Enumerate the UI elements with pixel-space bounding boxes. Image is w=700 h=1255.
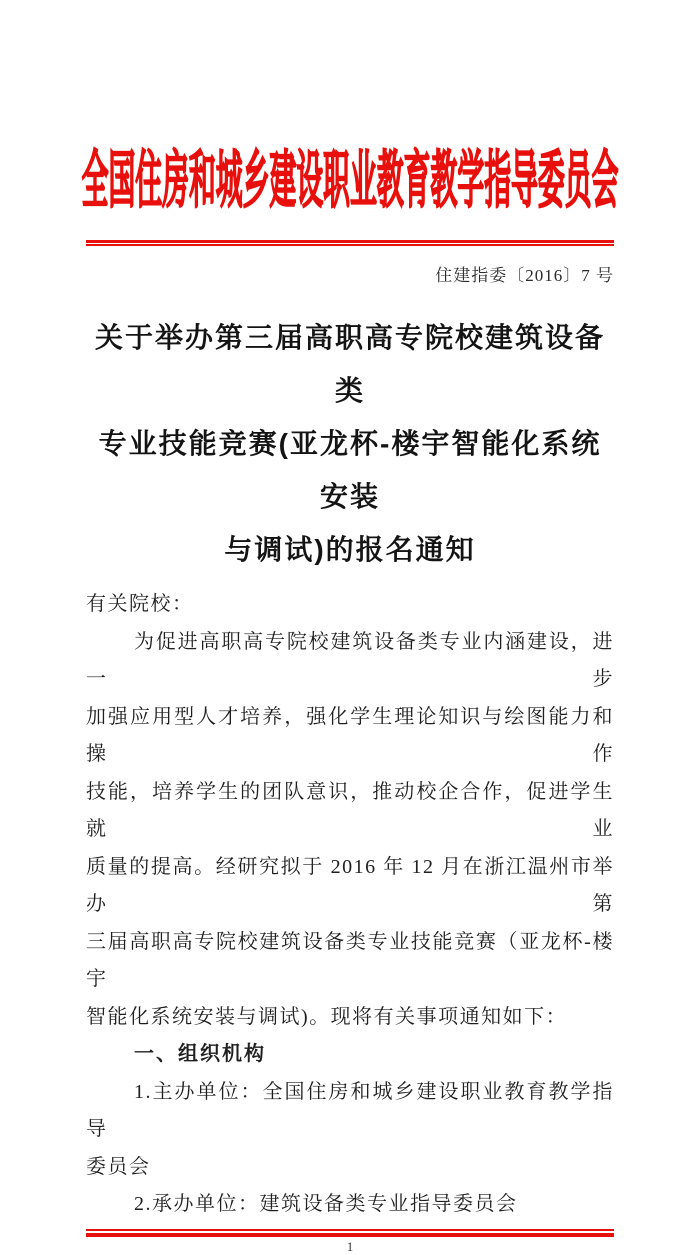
organization-title: 全国住房和城乡建设职业教育教学指导委员会 <box>81 145 619 215</box>
notice-title-line-2: 专业技能竞赛(亚龙杯-楼宇智能化系统安装 <box>98 428 602 512</box>
body-line: 智能化系统安装与调试)。现将有关事项通知如下： <box>86 1005 568 1028</box>
body-line: 委员会 <box>86 1155 151 1178</box>
footer-divider-thick-line <box>86 1233 614 1237</box>
header-divider-thin-line <box>86 244 614 246</box>
body-line: 1.主办单位：全国住房和城乡建设职业教育教学指导 <box>86 1080 614 1140</box>
body-line: 三届高职高专院校建筑设备类专业技能竞赛（亚龙杯-楼宇 <box>86 930 614 990</box>
body-line: 加强应用型人才培养，强化学生理论知识与绘图能力和操作 <box>86 705 614 765</box>
body-line: 2.承办单位：建筑设备类专业指导委员会 <box>134 1193 518 1215</box>
body-line: 技能，培养学生的团队意识，推动校企合作，促进学生就业 <box>86 780 614 840</box>
salutation-line: 有关院校： <box>86 593 194 615</box>
document-page <box>0 145 700 1254</box>
notice-body <box>86 586 614 1224</box>
section-heading: 一、组织机构 <box>134 1043 266 1065</box>
notice-title <box>86 311 614 576</box>
footer-divider <box>86 1229 614 1237</box>
notice-title-line-3: 与调试)的报名通知 <box>224 534 476 565</box>
document-number: 住建指委〔2016〕7 号 <box>435 266 614 285</box>
page-number: 1 <box>346 1238 354 1254</box>
body-line: 为促进高职高专院校建筑设备类专业内涵建设，进一步 <box>86 630 614 690</box>
document-masthead <box>0 145 700 215</box>
body-line: 质量的提高。经研究拟于 2016 年 12 月在浙江温州市举办第 <box>86 855 614 915</box>
notice-title-line-1: 关于举办第三届高职高专院校建筑设备类 <box>94 322 605 406</box>
header-divider <box>86 240 614 246</box>
